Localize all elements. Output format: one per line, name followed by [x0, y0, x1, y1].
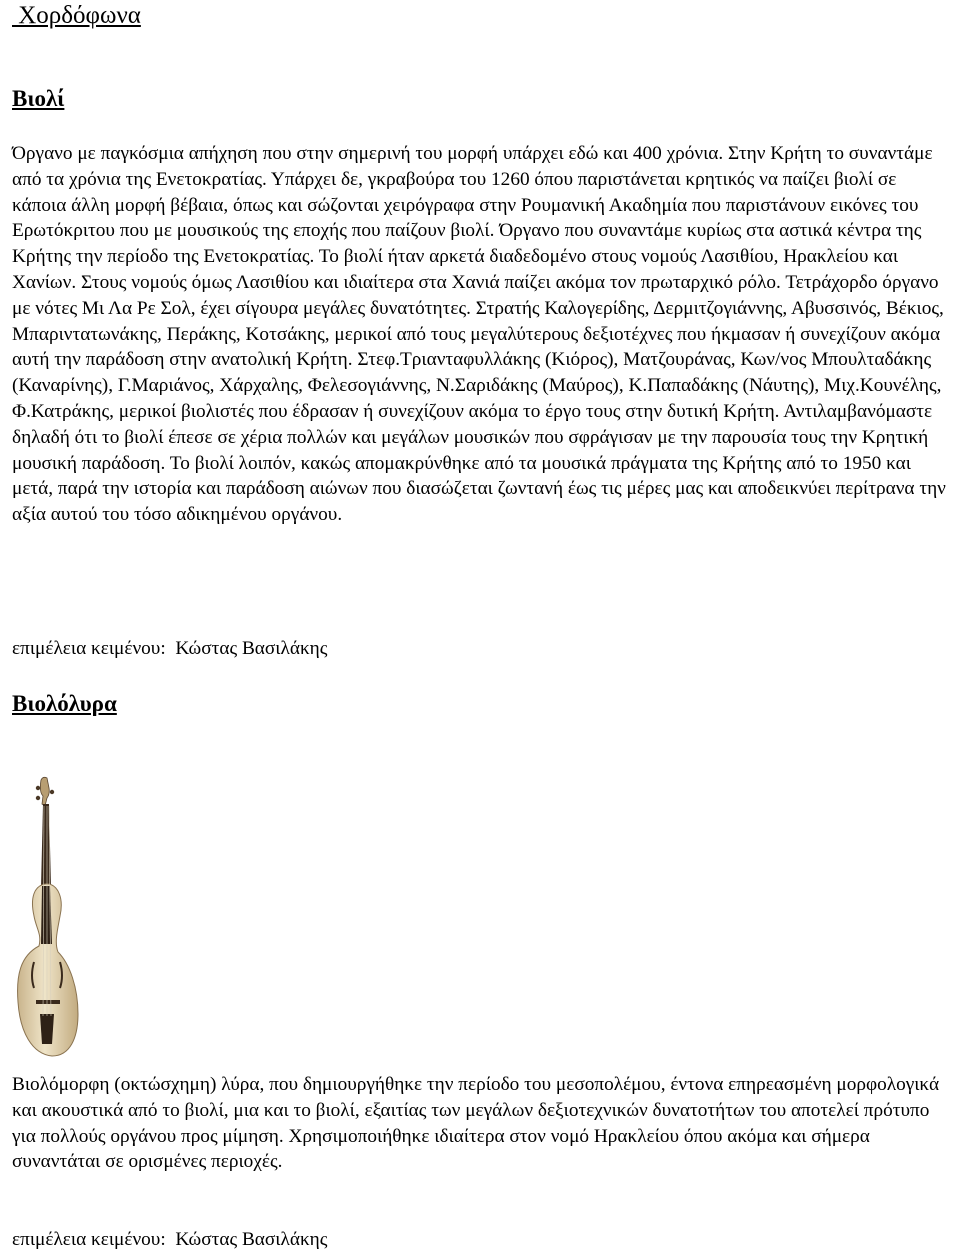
- text-credit-viololyra: επιμέλεια κειμένου: Κώστας Βασιλάκης: [12, 1229, 328, 1250]
- section-title-violi: Βιολί: [12, 86, 65, 111]
- viololyra-image: [12, 776, 82, 1062]
- text-credit-violi: επιμέλεια κειμένου: Κώστας Βασιλάκης: [12, 638, 328, 659]
- section-paragraph-viololyra: Βιολόμορφη (οκτώσχημη) λύρα, που δημιουργήθηκε την περίοδο του μεσοπολέμου, έντονα επηρεασμένη μορφολογικά και ακουστικά από το βιολί, μια και το βιολί, εξαιτίας των μεγάλων δεξιοτεχνικών δυνατοτήτων του αποτελεί πρότυπο για πολλούς οργάνου προς μίμηση. Χρησιμοποιήθηκε ιδιαίτερα στον νομό Ηρακλείου όπου ακόμα και σήμερα συναντάται σε ορισμένες περιοχές.: [12, 1074, 940, 1173]
- section-title-viololyra: Βιολόλυρα: [12, 691, 117, 716]
- section-paragraph-violi: Όργανο με παγκόσμια απήχηση που στην σημερινή του μορφή υπάρχει εδώ και 400 χρόνια. Στην Κρήτη το συναντάμε από τα χρόνια της Ενετοκρατίας. Υπάρχει δε, γκραβούρα του 1260 όπου παριστάνεται κρητικός να παίζει βιολί σε κάποια άλλη μορφή βέβαια, όπως και σώζονται χειρόγραφα στην Ρουμανική Ακαδημία που παριστάνουν εικόνες του Ερωτόκριτου που με μουσικούς της εποχής που παίζουν βιολί. Όργανο που συναντάμε κυρίως στα αστικά κέντρα της Κρήτης την περίοδο της Ενετοκρατίας. Το βιολί ήταν αρκετά διαδεδομένο στους νομούς Λασιθίου, Ηρακλείου και Χανίων. Στους νομούς όμως Λασιθίου και ιδιαίτερα στα Χανιά παίζει ακόμα τον πρωταρχικό ρόλο. Τετράχορδο όργανο με νότες Μι Λα Ρε Σολ, έχει σίγουρα μεγάλες δυνατότητες. Στρατής Καλογερίδης, Δερμιτζογιάννης, Αβυσσινός, Βέκιος, Μπαριντατωνάκης, Περάκης, Κοτσάκης, μερικοί από τους μεγαλύτερους δεξιοτέχνες που ήκμασαν ή συνεχίζουν ακόμα αυτή την παράδοση στην ανατολική Κρήτη. Στεφ.Τριανταφυλλάκης (Κιόρος), Ματζουράνας, Κων/νος Μπουλταδάκης (Καναρίνης), Γ.Μαριάνος, Χάρχαλης, Φελεσογιάννης, Ν.Σαριδάκης (Μαύρος), Κ.Παπαδάκης (Νάυτης), Μιχ.Κουνέλης, Φ.Κατράκης, μερικοί βιολιστές που έδρασαν ή συνεχίζουν ακόμα το έργο τους στην δυτική Κρήτη. Αντιλαμβανόμαστε δηλαδή ότι το βιολί έπεσε σε χέρια πολλών και μεγάλων μουσικών που σφράγισαν με την παρουσία τους την Κρητική μουσική παράδοση. Το βιολί λοιπόν, κακώς απομακρύνθηκε από τα μουσικά πράγματα της Κρήτης από το 1950 και μετά, παρά την ιστορία και παράδοση αιώνων που διασώζεται ζωντανή έως τις μέρες μας και αποδεικνύει περίτρανα την αξία αυτού του τόσο αδικημένου οργάνου.: [12, 143, 946, 526]
- page-title: Χορδόφωνα: [12, 2, 141, 29]
